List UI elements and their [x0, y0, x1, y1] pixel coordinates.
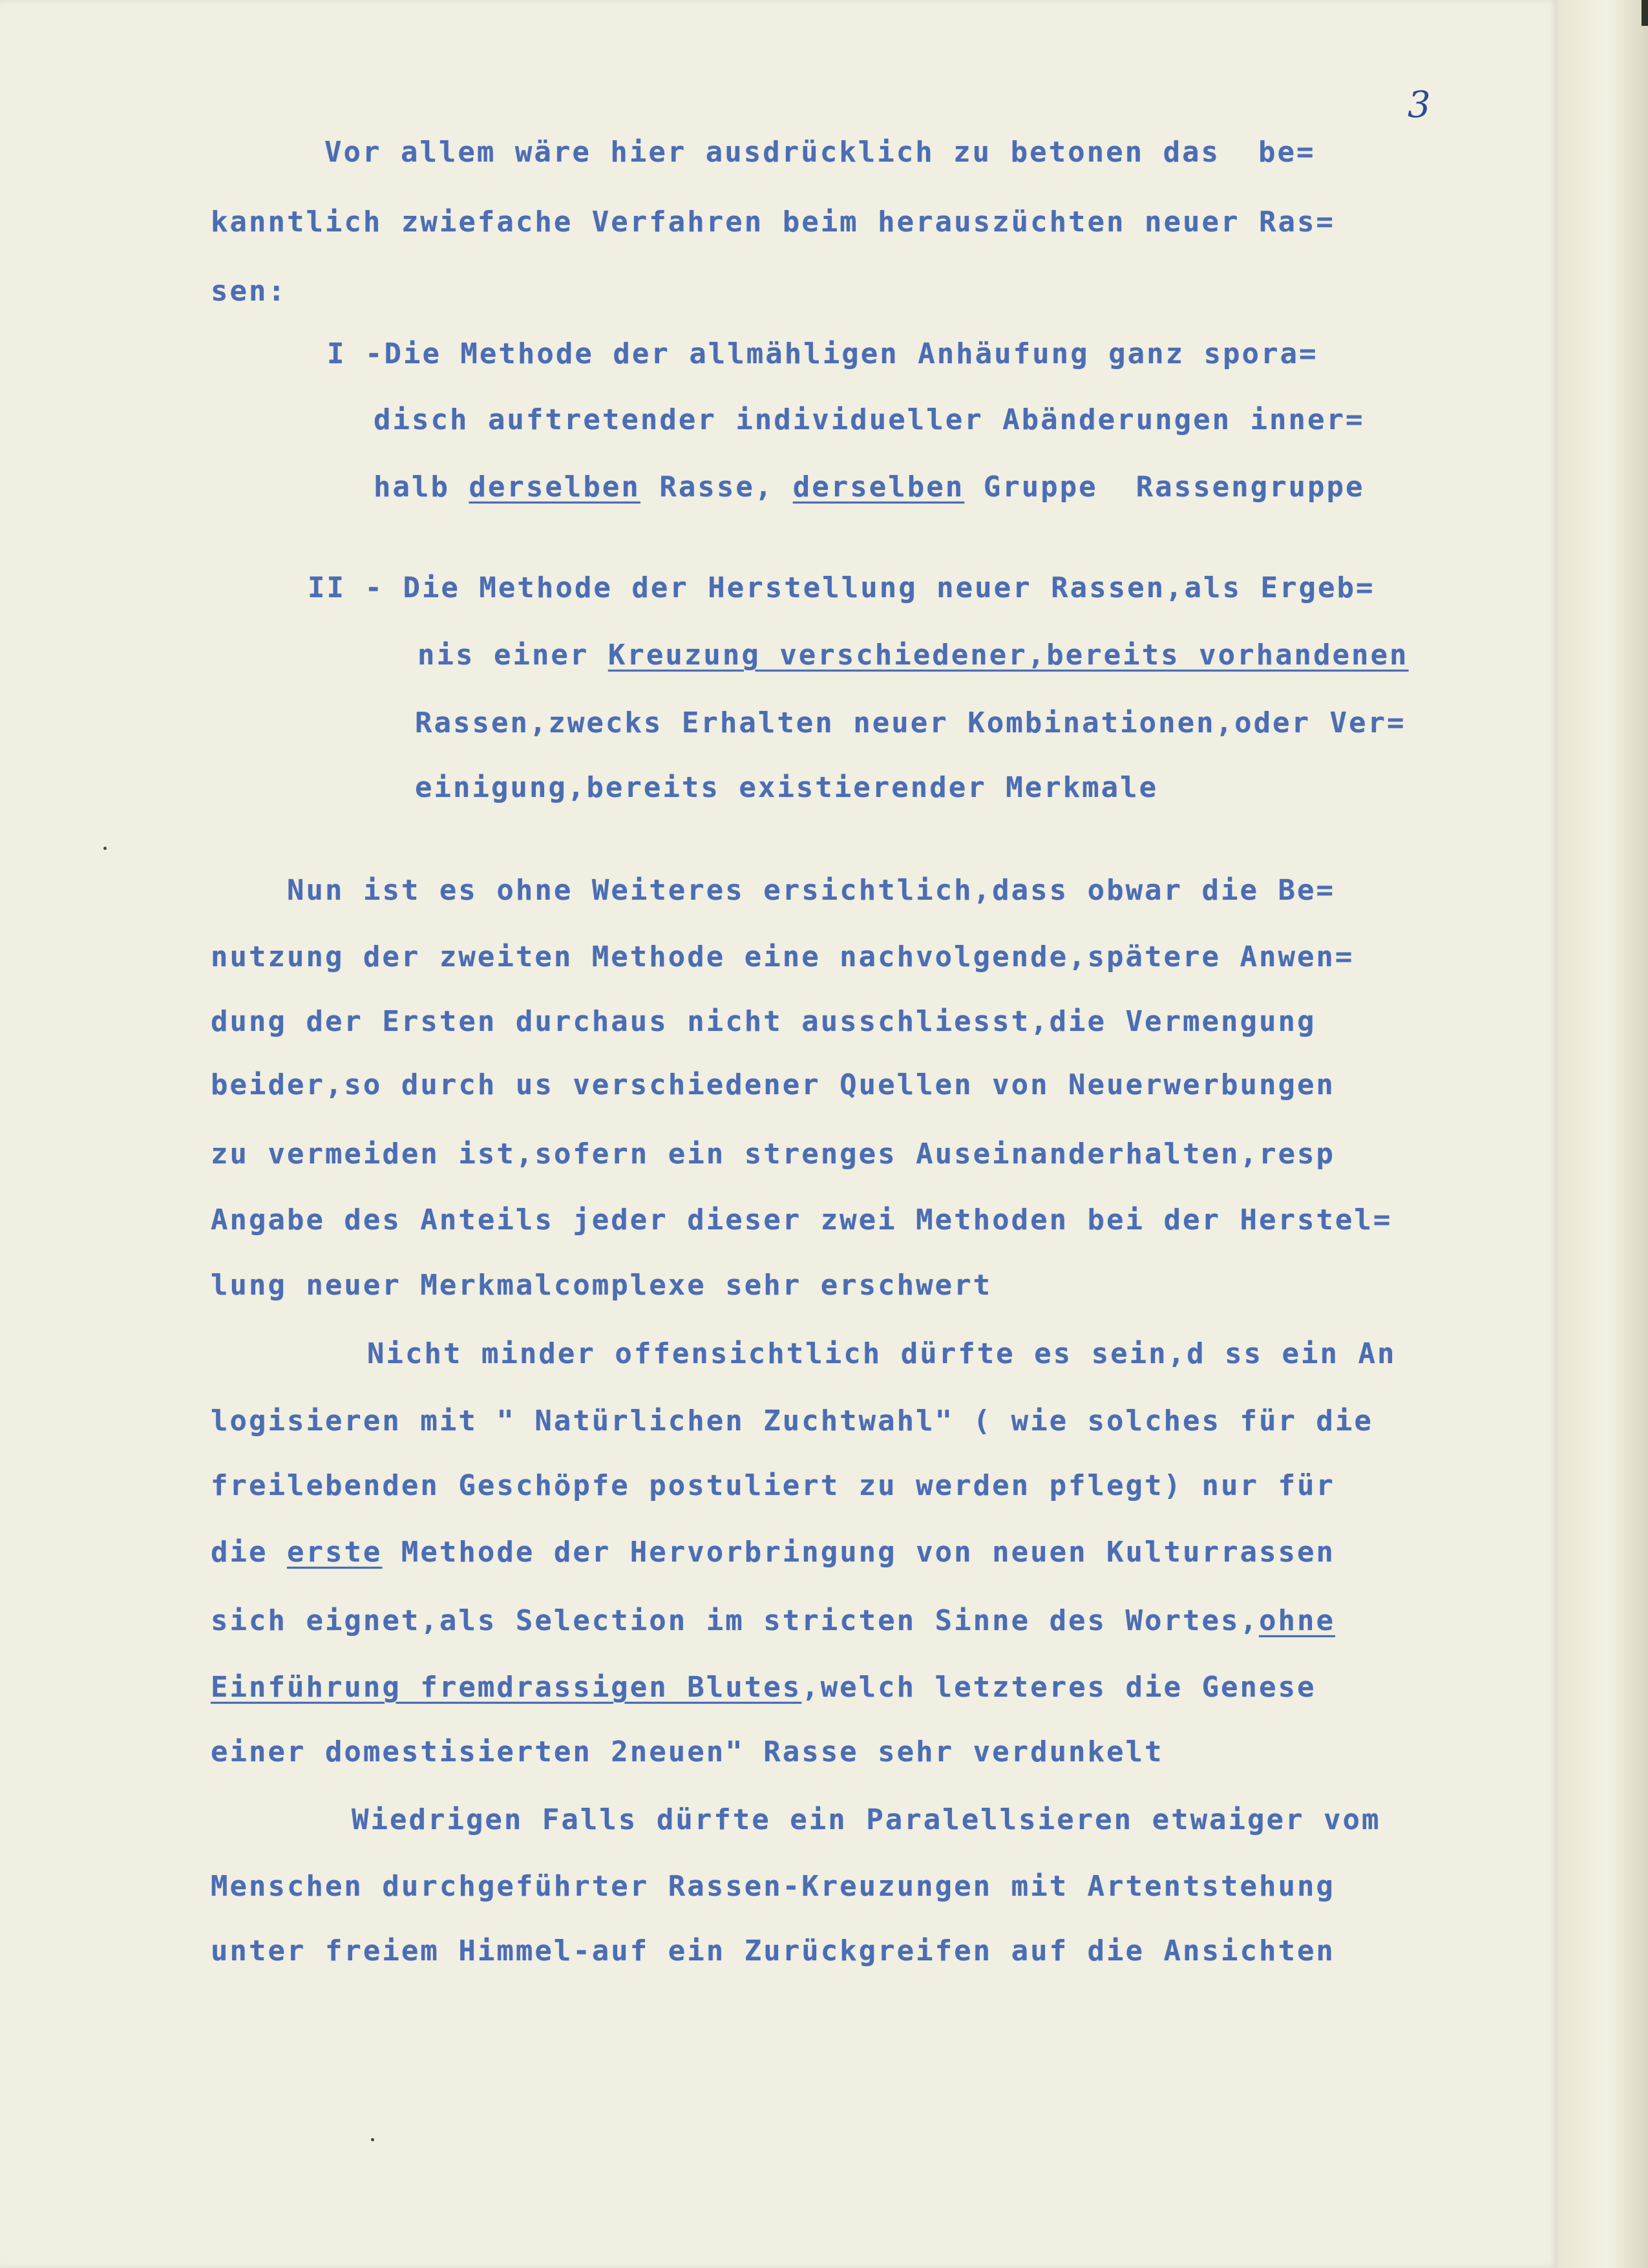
text-run: logisieren mit " Natürlichen Zuchtwahl" ( wie solches für die — [211, 1404, 1373, 1437]
underlined-text: derselben — [469, 471, 640, 503]
text-line — [367, 1337, 1396, 1370]
text-run: Rasse, — [640, 471, 793, 503]
text-run: die — [211, 1536, 287, 1569]
text-run: Methode der Hervorbringung von neuen Kulturrassen — [382, 1536, 1335, 1569]
text-line — [211, 1604, 1335, 1637]
text-run: einer domestisierten 2neuen" Rasse sehr verdunkelt — [211, 1735, 1164, 1768]
text-line — [211, 1671, 1316, 1704]
text-run: Vor allem wäre hier ausdrücklich zu betonen das be= — [324, 136, 1316, 169]
paper-speck — [371, 2138, 374, 2141]
underlined-text: Kreuzung verschiedener,bereits vorhandenen — [607, 639, 1409, 672]
text-line — [211, 1005, 1316, 1038]
text-line — [324, 136, 1316, 169]
text-line — [211, 1203, 1392, 1236]
underlined-text: derselben — [792, 471, 965, 503]
text-run: einigung,bereits existierender Merkmale — [415, 771, 1159, 804]
text-line — [352, 1803, 1380, 1836]
text-line — [211, 1269, 992, 1302]
text-run: disch auftretender individueller Abänderungen inner= — [374, 403, 1365, 436]
text-line — [211, 1469, 1335, 1502]
text-run: Rassen,zwecks Erhalten neuer Kombinationen,oder Ver= — [415, 706, 1406, 739]
text-line — [415, 706, 1406, 739]
text-run: halb — [374, 471, 469, 503]
text-run: Gruppe Rassengruppe — [964, 471, 1365, 503]
text-run: beider,so durch us verschiedener Quellen von Neuerwerbungen — [211, 1068, 1335, 1101]
text-run: nis einer — [417, 639, 608, 672]
text-line — [287, 874, 1335, 907]
underlined-text: Einführung fremdrassigen Blutes — [211, 1671, 802, 1704]
text-line — [374, 403, 1365, 436]
text-line — [308, 571, 1375, 604]
page-number: 3 — [1408, 84, 1431, 126]
paper-speck — [103, 847, 107, 850]
text-line — [211, 1404, 1373, 1437]
text-line — [211, 1934, 1335, 1967]
text-line — [211, 1870, 1335, 1903]
text-run: sich eignet,als Selection im stricten Sinne des Wortes, — [211, 1604, 1259, 1637]
text-line — [211, 275, 287, 308]
text-run: sen: — [211, 275, 287, 308]
text-line — [417, 639, 1409, 672]
text-line — [211, 1068, 1335, 1101]
text-run: Nicht minder offensichtlich dürfte es sein,d ss ein An — [367, 1337, 1397, 1370]
text-line — [415, 771, 1158, 804]
text-run: lung neuer Merkmalcomplexe sehr erschwert — [211, 1269, 993, 1302]
background-corner — [1642, 0, 1648, 26]
text-line — [211, 1536, 1335, 1569]
text-run: II - Die Methode der Herstellung neuer Rassen,als Ergeb= — [308, 571, 1375, 604]
text-run: kanntlich zwiefache Verfahren beim herauszüchten neuer Ras= — [211, 206, 1335, 238]
text-run: Wiedrigen Falls dürfte ein Paralellsieren etwaiger vom — [352, 1803, 1381, 1836]
underlined-text: ohne — [1258, 1604, 1335, 1637]
text-run: nutzung der zweiten Methode eine nachvolgende,spätere Anwen= — [211, 940, 1355, 973]
text-run: ,welch letzteres die Genese — [801, 1671, 1316, 1704]
text-line — [211, 1138, 1335, 1171]
text-line — [211, 1735, 1164, 1768]
text-run: freilebenden Geschöpfe postuliert zu werden pflegt) nur für — [211, 1469, 1335, 1502]
text-run: dung der Ersten durchaus nicht ausschliesst,die Vermengung — [211, 1005, 1316, 1038]
text-line — [211, 940, 1354, 973]
text-run: unter freiem Himmel-auf ein Zurückgreifen auf die Ansichten — [211, 1934, 1335, 1967]
text-run: Menschen durchgeführter Rassen-Kreuzungen mit Artentstehung — [211, 1870, 1335, 1903]
text-line — [374, 471, 1365, 503]
text-run: I -Die Methode der allmähligen Anhäufung ganz spora= — [327, 337, 1318, 370]
text-run: zu vermeiden ist,sofern ein strenges Auseinanderhalten,resp — [211, 1138, 1335, 1171]
underlined-text: erste — [286, 1536, 383, 1569]
text-line — [327, 337, 1318, 370]
text-run: Angabe des Anteils jeder dieser zwei Methoden bei der Herstel= — [211, 1203, 1393, 1236]
paper-edge — [1558, 0, 1648, 2268]
text-line — [211, 206, 1335, 238]
text-run: Nun ist es ohne Weiteres ersichtlich,dass obwar die Be= — [287, 874, 1335, 907]
